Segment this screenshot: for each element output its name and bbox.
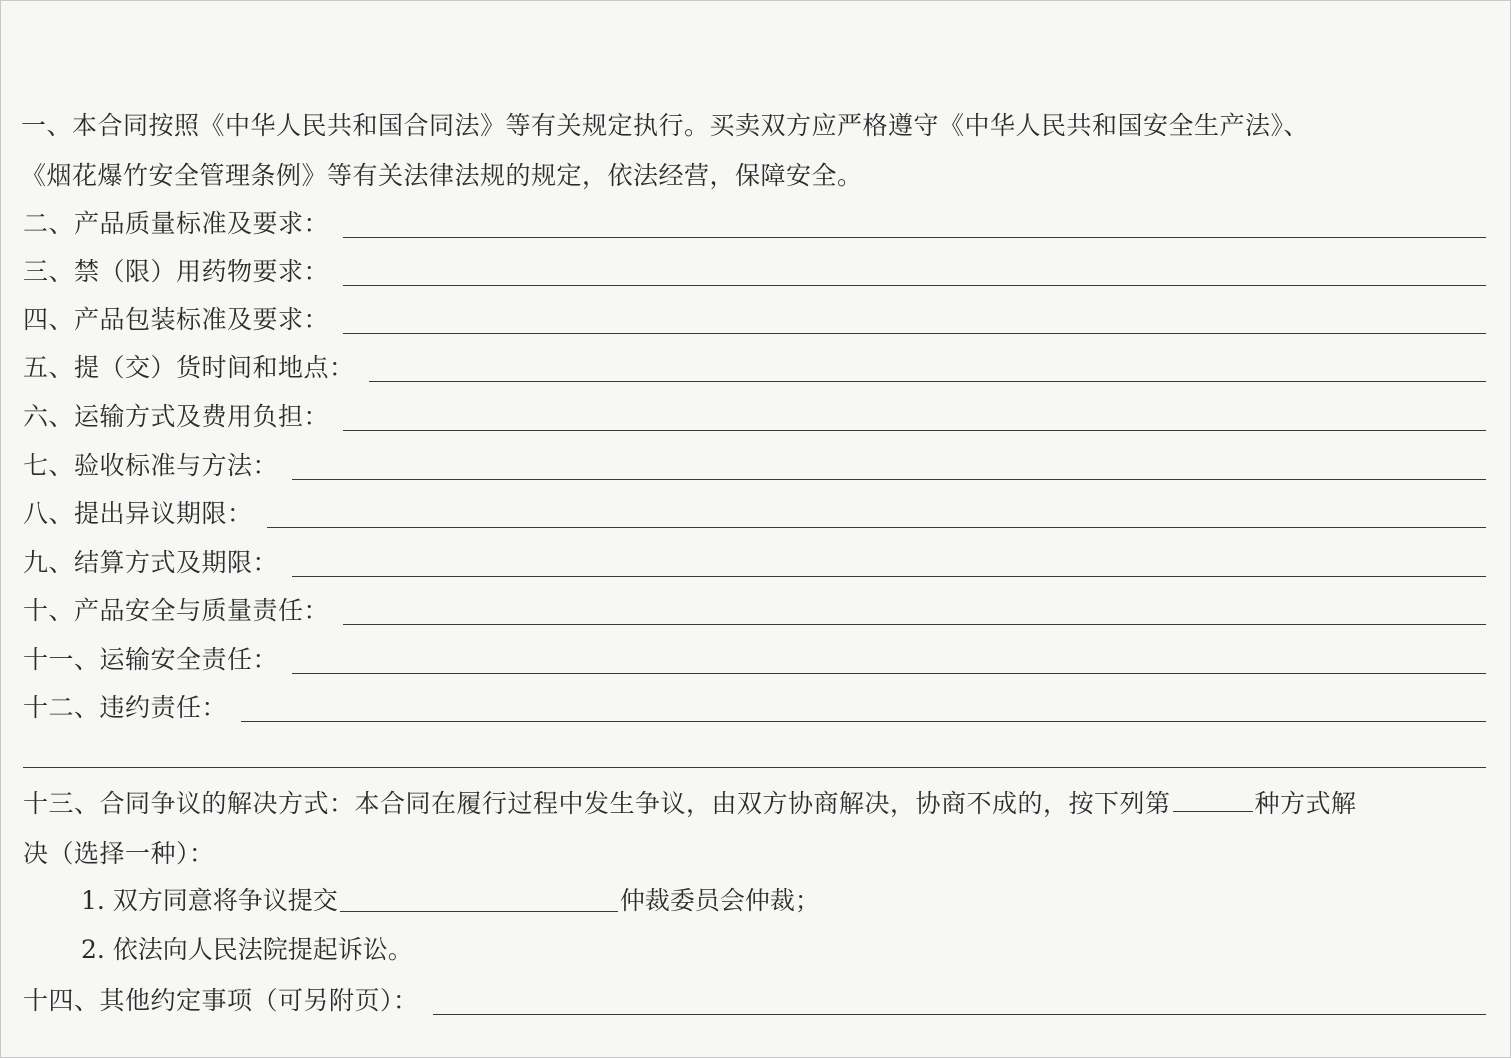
clause-13-line-1 (23, 779, 1486, 829)
clause-3-label: 三、禁（限）用药物要求： (23, 257, 330, 286)
clause-1-line-2: 《烟花爆竹安全管理条例》等有关法律法规的规定，依法经营，保障安全。 (21, 161, 863, 190)
clause-5-label: 五、提（交）货时间和地点： (23, 353, 355, 382)
clause-3-fill-line[interactable] (343, 284, 1486, 286)
option-1-suffix: 仲裁委员会仲裁； (619, 886, 820, 915)
clause-4-label: 四、产品包装标准及要求： (23, 305, 330, 334)
clause-14 (23, 978, 1486, 1018)
clause-12-extra-fill-line[interactable] (23, 767, 1486, 768)
clause-8 (23, 491, 1486, 531)
clause-12 (23, 685, 1486, 725)
clause-11-fill-line[interactable] (292, 672, 1486, 674)
clause-5-fill-line[interactable] (369, 380, 1486, 382)
option-1-prefix: 1. 双方同意将争议提交 (81, 886, 338, 915)
clause-14-fill-line[interactable] (433, 1013, 1486, 1015)
clause-4-fill-line[interactable] (343, 332, 1486, 334)
clause-9 (23, 540, 1486, 580)
clause-8-fill-line[interactable] (267, 526, 1486, 528)
clause-4 (23, 297, 1486, 337)
clause-12-label: 十二、违约责任： (23, 693, 228, 722)
clause-1-line-1: 一、本合同按照《中华人民共和国合同法》等有关规定执行。买卖双方应严格遵守《中华人民共和国安全生产法》、 (21, 111, 1310, 140)
clause-13-suffix: 种方式解 (1254, 789, 1357, 818)
clause-10-label: 十、产品安全与质量责任： (23, 596, 330, 625)
clause-2-fill-line[interactable] (343, 236, 1486, 238)
clause-10-fill-line[interactable] (343, 623, 1486, 625)
clause-13-prefix: 十三、合同争议的解决方式：本合同在履行过程中发生争议，由双方协商解决，协商不成的，按下列第 (23, 789, 1171, 818)
clause-9-label: 九、结算方式及期限： (23, 548, 279, 577)
clause-5 (23, 345, 1486, 385)
clause-13-option-2: 2. 依法向人民法院提起诉讼。 (81, 935, 413, 964)
clause-2 (23, 201, 1486, 241)
clause-10 (23, 588, 1486, 628)
clause-2-label: 二、产品质量标准及要求： (23, 209, 330, 238)
arbitration-committee-blank[interactable] (340, 910, 618, 912)
clause-6-fill-line[interactable] (343, 429, 1486, 431)
clause-11-label: 十一、运输安全责任： (23, 645, 279, 674)
clause-6 (23, 394, 1486, 434)
clause-11 (23, 637, 1486, 677)
clause-3 (23, 249, 1486, 289)
clause-13-method-blank[interactable] (1173, 810, 1253, 812)
clause-7 (23, 443, 1486, 483)
clause-13-option-1 (81, 881, 820, 921)
clause-7-fill-line[interactable] (292, 478, 1486, 480)
clause-8-label: 八、提出异议期限： (23, 499, 253, 528)
clause-13-line-2: 决（选择一种）： (23, 839, 215, 868)
clause-6-label: 六、运输方式及费用负担： (23, 402, 330, 431)
clause-12-fill-line[interactable] (241, 720, 1486, 722)
clause-7-label: 七、验收标准与方法： (23, 451, 279, 480)
clause-14-label: 十四、其他约定事项（可另附页）： (23, 986, 419, 1015)
clause-9-fill-line[interactable] (292, 575, 1486, 577)
